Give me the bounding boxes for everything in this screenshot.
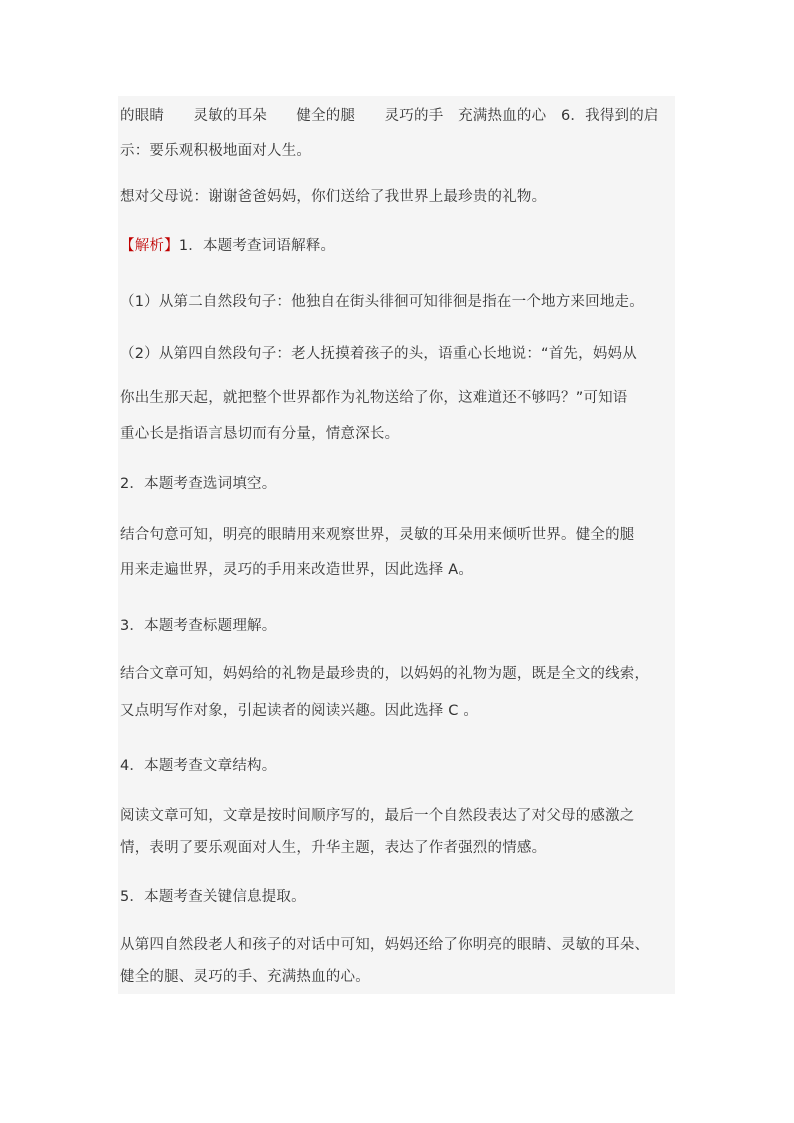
answer-line: 示：要乐观积极地面对人生。	[120, 143, 312, 159]
analysis-line: （1）从第二自然段句子：他独自在街头徘徊可知徘徊是指在一个地方来回地走。	[120, 294, 644, 310]
analysis-line: （2）从第四自然段句子：老人抚摸着孩子的头，语重心长地说：“首先，妈妈从	[120, 346, 637, 362]
analysis-line: 阅读文章可知，文章是按时间顺序写的，最后一个自然段表达了对父母的感激之	[120, 808, 635, 824]
analysis-line: 重心长是指语言恳切而有分量，情意深长。	[120, 426, 400, 442]
analysis-line: 用来走遍世界，灵巧的手用来改造世界，因此选择 A。	[120, 562, 474, 578]
analysis-line: 结合句意可知，明亮的眼睛用来观察世界，灵敏的耳朵用来倾听世界。健全的腿	[120, 527, 635, 543]
analysis-line: 结合文章可知，妈妈给的礼物是最珍贵的，以妈妈的礼物为题，既是全文的线索，	[120, 666, 650, 682]
analysis-line: 健全的腿、灵巧的手、充满热血的心。	[120, 969, 370, 985]
analysis-heading-line	[120, 231, 675, 262]
analysis-line: 你出生那天起，就把整个世界都作为礼物送给了你，这难道还不够吗？”可知语	[120, 390, 628, 406]
analysis-item-3: 3．本题考查标题理解。	[120, 618, 277, 634]
analysis-line: 情，表明了要乐观面对人生，升华主题，表达了作者强烈的情感。	[120, 840, 547, 856]
analysis-item-5: 5．本题考查关键信息提取。	[120, 889, 306, 905]
parents-message: 想对父母说：谢谢爸爸妈妈，你们送给了我世界上最珍贵的礼物。	[120, 189, 547, 205]
analysis-line: 又点明写作对象，引起读者的阅读兴趣。因此选择 C 。	[120, 703, 479, 719]
answer-line: 的眼睛 灵敏的耳朵 健全的腿 灵巧的手 充满热血的心 6．我得到的启	[120, 108, 659, 124]
analysis-item-4: 4．本题考查文章结构。	[120, 758, 277, 774]
analysis-line: 从第四自然段老人和孩子的对话中可知，妈妈还给了你明亮的眼睛、灵敏的耳朵、	[120, 937, 650, 953]
analysis-item-2: 2．本题考查选词填空。	[120, 476, 277, 492]
answer-document	[118, 96, 675, 994]
analysis-tag: 【解析】	[120, 238, 179, 254]
analysis-item-1: 1．本题考查词语解释。	[178, 238, 336, 254]
